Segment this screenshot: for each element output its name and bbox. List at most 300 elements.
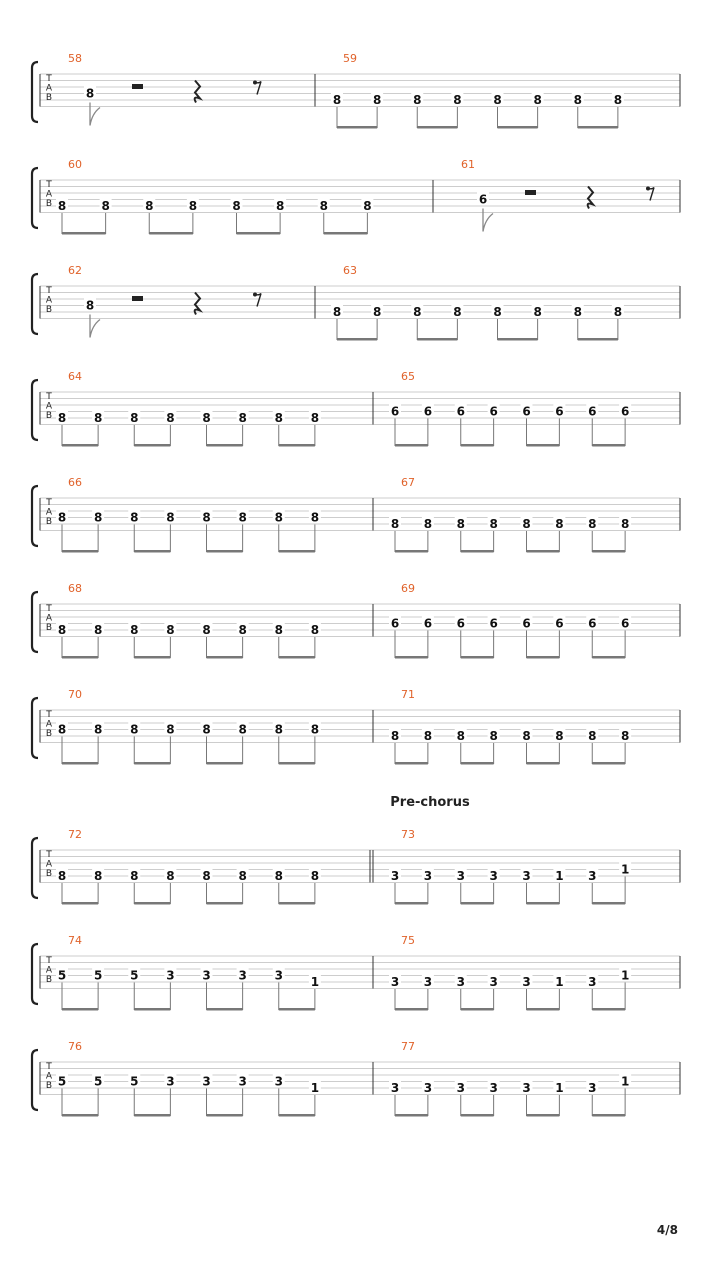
fret-number: 8: [57, 411, 67, 425]
system-bracket: [32, 1050, 38, 1110]
fret-number: 8: [93, 411, 103, 425]
beam: [62, 1114, 98, 1117]
tab-clef-letter: B: [45, 305, 53, 315]
measure: [389, 370, 631, 447]
tab-system: [32, 370, 680, 447]
note-stem: [90, 315, 100, 338]
fret-number: 8: [522, 517, 531, 531]
note-stem: [90, 103, 100, 126]
beam: [461, 550, 494, 553]
fret-number: 3: [423, 975, 433, 989]
beam: [62, 902, 98, 905]
fret-number: 8: [57, 199, 67, 213]
beam: [527, 1008, 560, 1011]
fret-number: 8: [93, 722, 103, 737]
fret-number: 8: [202, 411, 211, 425]
measure-number: 61: [461, 158, 475, 171]
beam: [592, 444, 625, 447]
tab-clef-letter: T: [46, 498, 52, 508]
beam: [279, 902, 315, 905]
measure-number: 59: [343, 52, 357, 65]
beam: [324, 232, 368, 235]
beam: [592, 1114, 625, 1117]
fret-number: 6: [620, 616, 630, 631]
beam: [62, 1008, 98, 1011]
tab-system: [32, 476, 680, 553]
beam: [62, 232, 106, 235]
fret-number: 3: [238, 1074, 247, 1089]
fret-number: 8: [202, 869, 211, 883]
fret-number: 8: [57, 722, 67, 737]
fret-number: 8: [166, 510, 175, 525]
tab-clef-letter: A: [45, 189, 53, 200]
fret-number: 8: [489, 517, 498, 531]
fret-number: 8: [588, 517, 597, 531]
beam: [337, 126, 377, 129]
beam: [279, 1114, 315, 1117]
fret-number: 8: [274, 869, 283, 883]
fret-number: 8: [620, 729, 630, 743]
fret-number: 8: [274, 722, 283, 737]
system-bracket: [32, 838, 38, 898]
tab-clef-letter: A: [45, 1071, 53, 1082]
note-stem: [483, 209, 493, 232]
tab-clef-letter: A: [45, 295, 53, 306]
fret-number: 8: [489, 729, 498, 743]
measure: [389, 476, 631, 553]
beam: [527, 444, 560, 447]
fret-number: 8: [275, 199, 285, 213]
measure-number: 68: [68, 582, 82, 595]
beam: [62, 444, 98, 447]
beam: [134, 1008, 170, 1011]
half-rest: [132, 296, 143, 301]
measure: [389, 1040, 631, 1117]
fret-number: 3: [456, 869, 465, 883]
fret-number: 6: [522, 404, 531, 419]
beam: [134, 762, 170, 765]
tab-clef-letter: A: [45, 859, 53, 870]
fret-number: 8: [533, 93, 542, 107]
fret-number: 3: [238, 968, 247, 983]
beam: [592, 1008, 625, 1011]
fret-number: 8: [423, 517, 433, 531]
fret-number: 8: [57, 623, 67, 637]
fret-number: 8: [274, 411, 283, 425]
tab-clef-letter: A: [45, 83, 53, 94]
fret-number: 8: [274, 623, 283, 637]
beam: [207, 1114, 243, 1117]
tab-clef-letter: B: [45, 93, 53, 103]
fret-number: 3: [588, 975, 597, 989]
tab-clef-letter: A: [45, 719, 53, 730]
beam: [207, 902, 243, 905]
system-bracket: [32, 592, 38, 652]
tab-clef-letter: B: [45, 975, 53, 985]
fret-number: 8: [101, 199, 110, 213]
half-rest: [525, 190, 536, 195]
beam: [592, 762, 625, 765]
tab-clef-letter: A: [45, 401, 53, 412]
fret-number: 3: [390, 1081, 400, 1095]
beam: [149, 232, 193, 235]
tab-system: [32, 264, 680, 341]
beam: [207, 444, 243, 447]
fret-number: 6: [555, 616, 564, 631]
fret-number: 8: [238, 623, 247, 637]
tab-clef-letter: T: [46, 1062, 52, 1072]
system-bracket: [32, 698, 38, 758]
tab-clef-letter: B: [45, 517, 53, 527]
measure-number: 66: [68, 476, 82, 489]
measure-number: 65: [401, 370, 415, 383]
fret-number: 5: [130, 1074, 139, 1089]
fret-number: 6: [555, 404, 564, 419]
beam: [62, 656, 98, 659]
fret-number: 8: [456, 517, 465, 531]
fret-number: 1: [310, 1081, 320, 1095]
fret-number: 8: [188, 199, 198, 213]
fret-number: 6: [390, 404, 400, 419]
measure: [68, 264, 261, 338]
beam: [527, 902, 560, 905]
measure-number: 71: [401, 688, 415, 701]
beam: [417, 338, 457, 341]
measure-number: 64: [68, 370, 82, 383]
fret-number: 3: [390, 869, 400, 883]
fret-number: 8: [332, 93, 342, 107]
fret-number: 8: [130, 869, 139, 883]
measure-number: 72: [68, 828, 82, 841]
beam: [207, 1008, 243, 1011]
fret-number: 8: [493, 305, 502, 319]
tab-clef-letter: B: [45, 1081, 53, 1091]
fret-number: 8: [493, 93, 502, 107]
measure: [389, 934, 631, 1011]
fret-number: 3: [588, 869, 597, 883]
measure: [56, 476, 321, 553]
fret-number: 8: [93, 623, 103, 637]
beam: [395, 656, 428, 659]
fret-number: 8: [130, 722, 139, 737]
fret-number: 8: [166, 623, 175, 637]
tab-clef-letter: A: [45, 507, 53, 518]
beam: [337, 338, 377, 341]
fret-number: 8: [238, 722, 247, 737]
measure: [331, 52, 624, 129]
tab-system: [32, 52, 680, 129]
fret-number: 8: [372, 305, 382, 319]
beam: [134, 444, 170, 447]
fret-number: 5: [57, 1074, 67, 1089]
fret-number: 8: [274, 510, 283, 525]
tab-clef-letter: B: [45, 729, 53, 739]
fret-number: 6: [522, 616, 531, 631]
fret-number: 8: [319, 199, 328, 213]
fret-number: 3: [522, 975, 531, 989]
tab-clef-letter: B: [45, 199, 53, 209]
measure-number: 60: [68, 158, 82, 171]
fret-number: 8: [145, 199, 154, 213]
fret-number: 8: [310, 869, 320, 883]
fret-number: 8: [85, 298, 95, 313]
fret-number: 3: [274, 1074, 283, 1089]
system-bracket: [32, 274, 38, 334]
fret-number: 3: [202, 1074, 211, 1089]
fret-number: 8: [238, 510, 247, 525]
beam: [62, 550, 98, 553]
system-bracket: [32, 380, 38, 440]
measure: [56, 582, 321, 659]
fret-number: 3: [423, 1081, 433, 1095]
quarter-rest: [195, 81, 200, 103]
beam: [578, 126, 618, 129]
beam: [498, 338, 538, 341]
measure-number: 70: [68, 688, 82, 701]
fret-number: 3: [202, 968, 211, 983]
fret-number: 3: [456, 1081, 465, 1095]
fret-number: 8: [310, 510, 320, 525]
beam: [498, 126, 538, 129]
fret-number: 8: [390, 517, 400, 531]
beam: [395, 444, 428, 447]
measure: [56, 370, 321, 447]
beam: [592, 550, 625, 553]
beam: [279, 550, 315, 553]
section-label: Pre-chorus: [390, 795, 470, 810]
fret-number: 3: [166, 1074, 175, 1089]
measure: [461, 158, 654, 232]
measure: [389, 828, 631, 905]
measure-number: 62: [68, 264, 82, 277]
measure-number: 69: [401, 582, 415, 595]
fret-number: 8: [93, 510, 103, 525]
fret-number: 8: [202, 510, 211, 525]
beam: [134, 550, 170, 553]
beam: [395, 902, 428, 905]
beam: [527, 656, 560, 659]
fret-number: 1: [555, 869, 564, 883]
system-bracket: [32, 486, 38, 546]
fret-number: 6: [390, 616, 400, 631]
fret-number: 8: [166, 869, 175, 883]
fret-number: 8: [85, 86, 95, 101]
fret-number: 6: [489, 616, 498, 631]
fret-number: 6: [423, 404, 433, 419]
beam: [461, 902, 494, 905]
measure-number: 73: [401, 828, 415, 841]
fret-number: 8: [413, 305, 422, 319]
beam: [417, 126, 457, 129]
fret-number: 6: [456, 404, 465, 419]
beam: [134, 1114, 170, 1117]
fret-number: 1: [620, 862, 630, 877]
measure: [389, 582, 631, 659]
fret-number: 8: [332, 305, 342, 319]
fret-number: 3: [390, 975, 400, 989]
tab-clef-letter: T: [46, 850, 52, 860]
fret-number: 3: [274, 968, 283, 983]
tab-clef-letter: A: [45, 613, 53, 624]
measure-number: 63: [343, 264, 357, 277]
beam: [461, 656, 494, 659]
fret-number: 1: [620, 1074, 630, 1089]
tab-clef-letter: T: [46, 180, 52, 190]
half-rest: [132, 84, 143, 89]
beam: [395, 1008, 428, 1011]
fret-number: 6: [489, 404, 498, 419]
fret-number: 3: [522, 1081, 531, 1095]
fret-number: 3: [522, 869, 531, 883]
beam: [527, 1114, 560, 1117]
fret-number: 8: [310, 411, 320, 425]
tab-clef-letter: T: [46, 74, 52, 84]
fret-number: 8: [413, 93, 422, 107]
fret-number: 6: [478, 192, 488, 207]
tab-system: [32, 158, 680, 235]
fret-number: 8: [456, 729, 465, 743]
system-bracket: [32, 168, 38, 228]
tab-clef-letter: T: [46, 710, 52, 720]
measure: [56, 688, 321, 765]
measure: [56, 158, 373, 235]
beam: [578, 338, 618, 341]
fret-number: 8: [93, 869, 103, 883]
fret-number: 3: [489, 1081, 498, 1095]
beam: [279, 656, 315, 659]
tab-system: [32, 795, 680, 905]
tab-clef-letter: B: [45, 411, 53, 421]
fret-number: 8: [390, 729, 400, 743]
measure: [331, 264, 624, 341]
beam: [461, 1114, 494, 1117]
fret-number: 8: [166, 722, 175, 737]
fret-number: 5: [57, 968, 67, 983]
fret-number: 8: [202, 722, 211, 737]
tab-clef-letter: B: [45, 623, 53, 633]
fret-number: 8: [130, 623, 139, 637]
fret-number: 8: [423, 729, 433, 743]
page-number: 4/8: [656, 1223, 678, 1237]
tab-clef-letter: T: [46, 604, 52, 614]
fret-number: 8: [166, 411, 175, 425]
fret-number: 3: [489, 869, 498, 883]
tab-clef-letter: T: [46, 956, 52, 966]
system-bracket: [32, 944, 38, 1004]
fret-number: 3: [456, 975, 465, 989]
fret-number: 6: [588, 616, 597, 631]
fret-number: 1: [555, 975, 564, 989]
fret-number: 8: [130, 510, 139, 525]
fret-number: 3: [588, 1081, 597, 1095]
fret-number: 8: [232, 199, 241, 213]
fret-number: 8: [57, 510, 67, 525]
quarter-rest: [195, 293, 200, 315]
beam: [62, 762, 98, 765]
beam: [237, 232, 281, 235]
fret-number: 8: [310, 722, 320, 737]
measure: [389, 688, 631, 765]
measure-number: 77: [401, 1040, 415, 1053]
fret-number: 8: [588, 729, 597, 743]
fret-number: 1: [620, 968, 630, 983]
tab-system: [32, 934, 680, 1011]
fret-number: 3: [489, 975, 498, 989]
beam: [527, 762, 560, 765]
beam: [395, 1114, 428, 1117]
beam: [207, 762, 243, 765]
fret-number: 8: [453, 305, 462, 319]
measure: [68, 52, 261, 126]
fret-number: 8: [453, 93, 462, 107]
fret-number: 1: [310, 975, 320, 989]
measure-number: 75: [401, 934, 415, 947]
fret-number: 8: [130, 411, 139, 425]
measure-number: 74: [68, 934, 82, 947]
tab-system: [32, 1040, 680, 1117]
measure: [56, 828, 321, 905]
tab-clef-letter: B: [45, 869, 53, 879]
fret-number: 8: [613, 93, 623, 107]
beam: [592, 902, 625, 905]
beam: [134, 902, 170, 905]
beam: [134, 656, 170, 659]
fret-number: 8: [310, 623, 320, 637]
tab-system: [32, 582, 680, 659]
fret-number: 8: [533, 305, 542, 319]
measure-number: 58: [68, 52, 82, 65]
measure-number: 76: [68, 1040, 82, 1053]
fret-number: 8: [573, 305, 582, 319]
fret-number: 8: [238, 411, 247, 425]
fret-number: 3: [423, 869, 433, 883]
fret-number: 8: [555, 517, 564, 531]
fret-number: 8: [613, 305, 623, 319]
tab-clef-letter: A: [45, 965, 53, 976]
measure-number: 67: [401, 476, 415, 489]
beam: [395, 762, 428, 765]
beam: [527, 550, 560, 553]
beam: [461, 1008, 494, 1011]
fret-number: 8: [238, 869, 247, 883]
beam: [279, 762, 315, 765]
tab-system: [32, 688, 680, 765]
fret-number: 6: [588, 404, 597, 419]
fret-number: 5: [130, 968, 139, 983]
beam: [279, 1008, 315, 1011]
fret-number: 8: [573, 93, 582, 107]
fret-number: 8: [57, 869, 67, 883]
measure: [56, 934, 321, 1011]
fret-number: 1: [555, 1081, 564, 1095]
fret-number: 8: [202, 623, 211, 637]
fret-number: 5: [93, 1074, 103, 1089]
fret-number: 5: [93, 968, 103, 983]
beam: [461, 444, 494, 447]
beam: [461, 762, 494, 765]
beam: [207, 550, 243, 553]
fret-number: 8: [372, 93, 382, 107]
tab-clef-letter: T: [46, 392, 52, 402]
fret-number: 8: [363, 199, 372, 213]
tab-clef-letter: T: [46, 286, 52, 296]
beam: [592, 656, 625, 659]
fret-number: 3: [166, 968, 175, 983]
fret-number: 6: [423, 616, 433, 631]
beam: [279, 444, 315, 447]
system-bracket: [32, 62, 38, 122]
quarter-rest: [588, 187, 593, 209]
